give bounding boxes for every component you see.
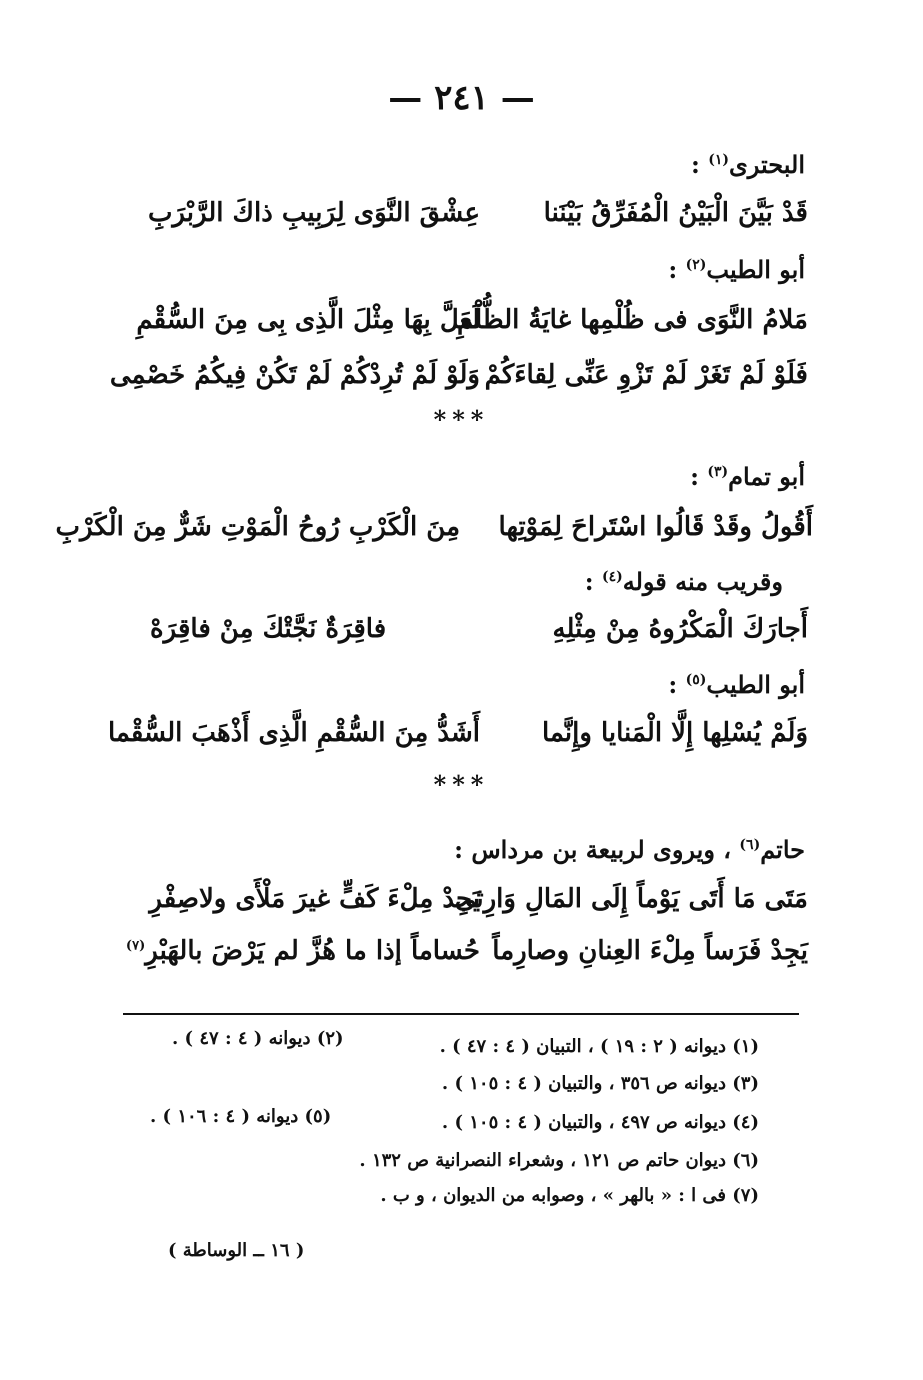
footnote-5: (٥) ديوانه ( ٤ : ١٠٦ ) . — [150, 1106, 332, 1127]
poet-heading-abu-tayyib-2: أبو الطيب$^{(٥)}$ : — [668, 670, 805, 699]
footnote-2: (٢) ديوانه ( ٤ : ٤٧ ) . — [172, 1028, 344, 1049]
verse-second-hemistich: لَعَلَّ بِهَا مِثْلَ الَّذِى بِى مِنَ السُّقْمِ — [136, 305, 480, 335]
footnote-4: (٤) ديوانه ص ٤٩٧ ، والتبيان ( ٤ : ١٠٥ ) . — [441, 1112, 759, 1133]
verse-line — [136, 305, 808, 349]
verse-first-hemistich: أَقُولُ وقَدْ قَالُوا اسْتَراحَ لِمَوْتِها — [498, 512, 813, 542]
verse-line — [125, 936, 808, 980]
section-separator-stars: *** — [433, 405, 490, 434]
verse-first-hemistich: فَلَوْ لَمْ تَغَرْ لَمْ تَزْوِ عَنِّى لِقاءَكُمْ — [484, 360, 808, 390]
verse-first-hemistich: مَتَى مَا أَتَى يَوْماً إِلَى المَالِ وَارِثى — [454, 884, 808, 914]
verse-line — [107, 718, 808, 762]
section-separator-stars: *** — [433, 770, 490, 799]
poet-heading-buhturi: البحترى$^{(١)}$ : — [691, 150, 805, 179]
verse-line — [109, 360, 808, 404]
verse-line — [55, 512, 813, 556]
footnote-ref: (٥) — [685, 672, 707, 688]
footnote-1: (١) ديوانه ( ٢ : ١٩ ) ، التبيان ( ٤ : ٤٧ ) . — [439, 1036, 759, 1057]
verse-second-hemistich: يَجِدْ مِلْءَ كَفٍّ غيرَ مَلْأَى ولاصِفْرِ — [149, 884, 480, 914]
page-signature: ( ١٦ ــ الوساطة ) — [168, 1240, 305, 1261]
footnote-ref: (٢) — [685, 257, 707, 273]
footnote-divider — [123, 1013, 799, 1015]
page-number: — ٢٤١ — — [388, 78, 535, 118]
verse-second-hemistich: حُساماً إذا ما هُزَّ لم يَرْضَ بالهَبْرِ$^{(٧)}$ — [125, 936, 480, 966]
poet-heading-abu-tayyib: أبو الطيب$^{(٢)}$ : — [668, 255, 805, 284]
verse-first-hemistich: مَلامُ النَّوَى فى ظُلْمِها غايَةُ الظُّلْمِ — [457, 305, 808, 335]
footnote-ref: (٣) — [707, 464, 729, 480]
verse-line — [150, 614, 808, 658]
poet-heading-abu-tammam: أبو تمام$^{(٣)}$ : — [690, 462, 805, 491]
footnote-3: (٣) ديوانه ص ٣٥٦ ، والتبيان ( ٤ : ١٠٥ ) . — [441, 1073, 759, 1094]
verse-second-hemistich: عِشْقَ النَّوَى لِرَبِيبِ ذاكَ الرَّبْرَبِ — [147, 198, 480, 228]
poet-heading-related: وقريب منه قوله$^{(٤)}$ : — [584, 567, 783, 596]
verse-first-hemistich: يَجِدْ فَرَساً مِلْءَ العِنانِ وصارِماً — [492, 936, 808, 966]
footnote-ref: (٧) — [125, 938, 146, 954]
footnote-ref: (٦) — [739, 837, 761, 853]
verse-second-hemistich: فاقِرَةٌ نَجَّتْكَ مِنْ فاقِرَهْ — [150, 614, 387, 644]
verse-second-hemistich: مِنَ الْكَرْبِ رُوحُ الْمَوْتِ شَرٌّ مِنَ الْكَرْبِ — [55, 512, 460, 542]
footnote-ref: (١) — [708, 152, 730, 168]
footnote-ref: (٤) — [601, 569, 623, 585]
verse-first-hemistich: وَلَمْ يُسْلِها إِلَّا الْمَنايا وإِنَّما — [541, 718, 808, 748]
verse-first-hemistich: أَجارَكَ الْمَكْرُوهُ مِنْ مِثْلِهِ — [552, 614, 808, 644]
footnote-7: (٧) فى ا : « بالهر » ، وصوابه من الديوان ، و ب . — [380, 1185, 759, 1206]
footnote-6: (٦) ديوان حاتم ص ١٢١ ، وشعراء النصرانية ص ١٣٢ . — [359, 1150, 759, 1171]
verse-line — [147, 198, 808, 242]
verse-first-hemistich: قَدْ بَيَّنَ الْبَيْنُ الْمُفَرِّقُ بَيْنَنا — [543, 198, 808, 228]
poet-heading-hatim: حاتم$^{(٦)}$ ، ويروى لربيعة بن مرداس : — [454, 835, 805, 864]
verse-second-hemistich: وَلَوْ لَمْ تُرِدْكُمْ لَمْ تَكُنْ فِيكُمُ خَصْمِى — [109, 360, 480, 390]
verse-second-hemistich: أَشَدُّ مِنَ السُّقْمِ الَّذِى أَذْهَبَ السُّقْما — [107, 718, 480, 748]
verse-line — [150, 884, 808, 928]
